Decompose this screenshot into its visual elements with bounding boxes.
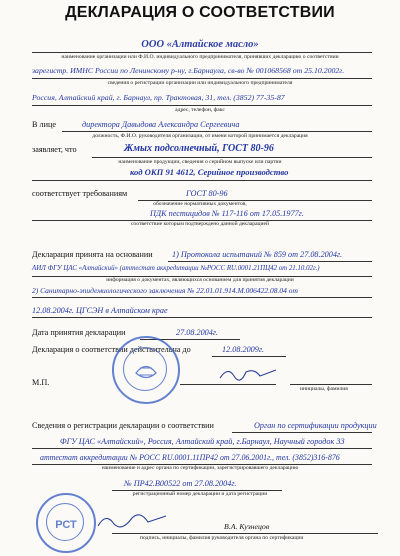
registration-number: № ПР42.В00522 от 27.08.2004г.	[124, 479, 237, 488]
address-caption: адрес, телефон, факс	[175, 107, 225, 113]
address-text: Россия, Алтайский край, г. Барнаул, пр. Трактовая, 31, тел. (3852) 77-35-87	[32, 93, 285, 102]
svg-text:РСТ: РСТ	[55, 519, 77, 531]
document-title: ДЕКЛАРАЦИЯ О СООТВЕТСТВИИ	[65, 4, 335, 21]
organization-name: ООО «Алтайское масло»	[141, 39, 259, 50]
basis-underline-4	[32, 317, 372, 318]
director-sign-underline	[180, 384, 276, 385]
person-text: директора Давыдова Александра Сергеевича	[82, 120, 240, 129]
basis-caption: информация о документах, являющихся основанием для принятия декларации	[106, 277, 294, 283]
registration-text: зарегистр. ИМНС России по Ленинскому р-ну, г.Барнаула, св-во № 001068568 от 25.10.2002г.	[32, 66, 345, 75]
certification-underline-2	[32, 448, 372, 449]
standard-caption-2: соответствие которым подтверждено данной декларацией	[130, 221, 270, 227]
basis-text-1: 1) Протокола испытаний № 859 от 27.08.2004г.	[172, 250, 343, 259]
accept-date: 27.08.2004г.	[176, 328, 218, 337]
basis-text-3: 2) Санитарно-эпидемиологического заключения № 22.01.01.914.М.006422.08.04 от	[32, 286, 298, 295]
address-underline	[32, 105, 372, 106]
standard-text: ГОСТ 80-96	[186, 189, 228, 198]
registration-number-caption: регистрационный номер декларации и дата регистрации	[132, 491, 268, 497]
product-underline	[92, 157, 372, 158]
standard-caption: обозначение нормативных документов,	[153, 201, 247, 207]
standard-text-2: ПДК пестицидов № 117-116 от 17.05.1977г.	[150, 209, 304, 218]
okp-underline	[32, 180, 372, 181]
seal-place-label: М.П.	[32, 378, 50, 387]
org-caption: наименование организации или Ф.И.О. индивидуального предпринимателя, принявших декларацию о соответствии	[61, 54, 339, 60]
pct-mark-icon	[38, 495, 94, 551]
certification-body: Орган по сертификации продукции	[254, 421, 377, 430]
accept-date-label: Дата принятия декларации	[32, 328, 126, 337]
director-signature	[216, 362, 286, 384]
certifier-caption: подпись, инициалы, фамилия руководителя органа по сертификации	[140, 535, 304, 541]
basis-text-2: АИЛ ФГУ ЦАС «Алтайский» (аттестат аккредитации №РОСС RU.0001.21ПЦ42 от 21.10.02г.)	[32, 265, 320, 272]
product-okp: код ОКП 91 4612, Серийное производство	[130, 167, 289, 177]
product-name: Жмых подсолнечный, ГОСТ 80-96	[124, 143, 274, 154]
certification-caption: наименование и адрес органа по сертификации, зарегистрировавшего декларацию	[101, 465, 299, 471]
certification-label: Сведения о регистрации декларации о соответствии	[32, 421, 214, 430]
basis-underline-3	[32, 297, 372, 298]
product-caption: наименование продукции, сведения о серийном выпуске или партии	[118, 159, 282, 165]
basis-text-4: 12.08.2004г. ЦГСЭН в Алтайском крае	[32, 306, 168, 315]
registration-underline	[32, 78, 372, 79]
certifier-underline	[112, 533, 378, 534]
person-caption: должность, Ф.И.О. руководителя организации, от имени которой принимается декларация	[92, 133, 308, 139]
basis-underline-1	[168, 261, 372, 262]
certification-underline	[232, 432, 372, 433]
certifier-name: В.А. Кузнецов	[224, 522, 270, 531]
basis-label: Декларация принята на основании	[32, 250, 153, 259]
director-caption: инициалы, фамилия	[300, 386, 348, 392]
company-seal	[112, 336, 180, 404]
certification-line-2: ФГУ ЦАС «Алтайский», Россия, Алтайский край, г.Барнаул, Научный городок 33	[60, 437, 345, 446]
seal-emblem-icon	[114, 338, 178, 402]
valid-until-label: Декларация о соответствии действительна до	[32, 345, 191, 354]
director-name-underline	[290, 384, 372, 385]
standard-label: соответствует требованиям	[32, 189, 128, 198]
certification-body-seal	[36, 493, 96, 553]
certifier-signature	[92, 506, 172, 534]
product-label: заявляет, что	[32, 145, 77, 154]
org-underline	[32, 52, 372, 53]
valid-until-date: 12.08.2009г.	[222, 345, 264, 354]
certification-line-3: аттестат аккредитации № РОСС RU.0001.11ПР42 от 27.06.2001г., тел. (3852)316-876	[40, 453, 340, 462]
valid-until-underline	[212, 356, 286, 357]
person-underline	[62, 131, 372, 132]
registration-caption: сведения о регистрации организации или индивидуального предпринимателя	[107, 80, 293, 86]
person-label: В лице	[32, 120, 56, 129]
